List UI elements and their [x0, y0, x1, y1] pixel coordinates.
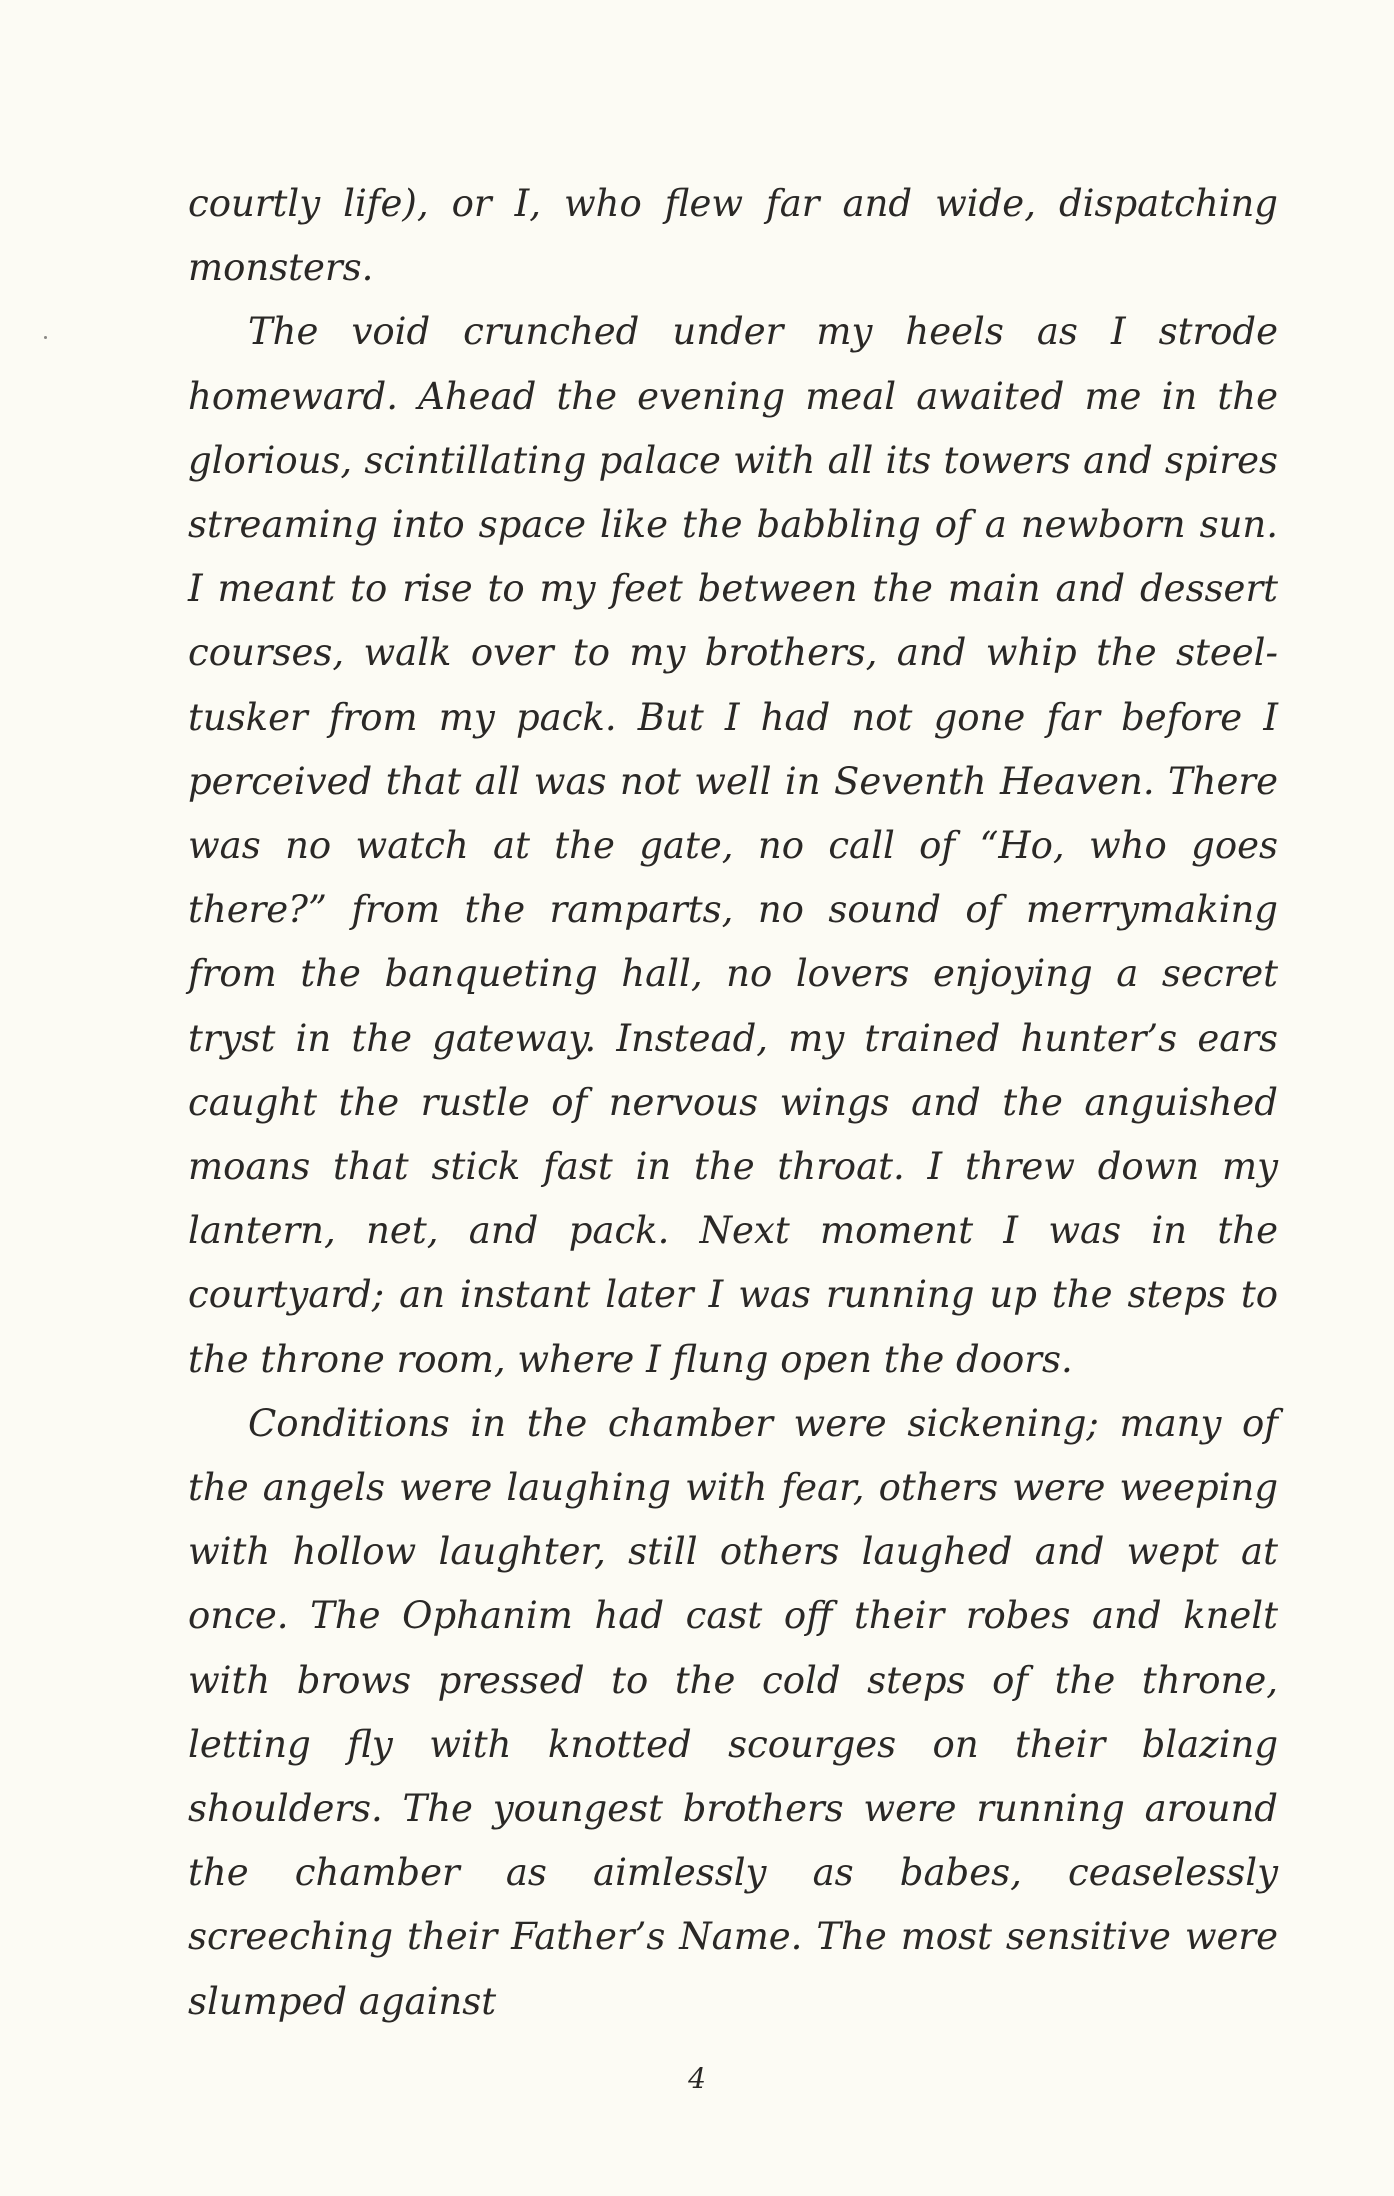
body-text — [188, 172, 1278, 2034]
page-number: 4 — [688, 2062, 706, 2095]
paragraph-3: Conditions in the chamber were sickening; many of the angels were laughing with fear, others were weeping with hollow laughter, still others laughed and wept at once. The Ophanim had cast off their robes and knelt with brows pressed to the cold steps of the throne, letting fly with knotted scourges on their blazing shoulders. The youngest brothers were running around the chamber as aimlessly as babes, ceaselessly screeching their Father’s Name. The most sensitive were slumped against — [188, 1401, 1278, 2023]
paragraph-2: The void crunched under my heels as I strode homeward. Ahead the evening meal awaited me in the glorious, scintillating palace with all its towers and spires streaming into space like the babbling of a newborn sun. I meant to rise to my feet between the main and dessert courses, walk over to my brothers, and whip the steel-tusker from my pack. But I had not gone far before I perceived that all was not well in Seventh Heaven. There was no watch at the gate, no call of “Ho, who goes there?” from the ramparts, no sound of merrymaking from the banqueting hall, no lovers enjoying a secret tryst in the gateway. Instead, my trained hunter’s ears caught the rustle of nervous wings and the anguished moans that stick fast in the throat. I threw down my lantern, net, and pack. Next moment I was in the courtyard; an instant later I was running up the steps to the throne room, where I flung open the doors. — [188, 310, 1278, 1381]
scan-speck — [44, 336, 47, 339]
paragraph-1: courtly life), or I, who flew far and wide, dispatching monsters. — [188, 182, 1278, 290]
